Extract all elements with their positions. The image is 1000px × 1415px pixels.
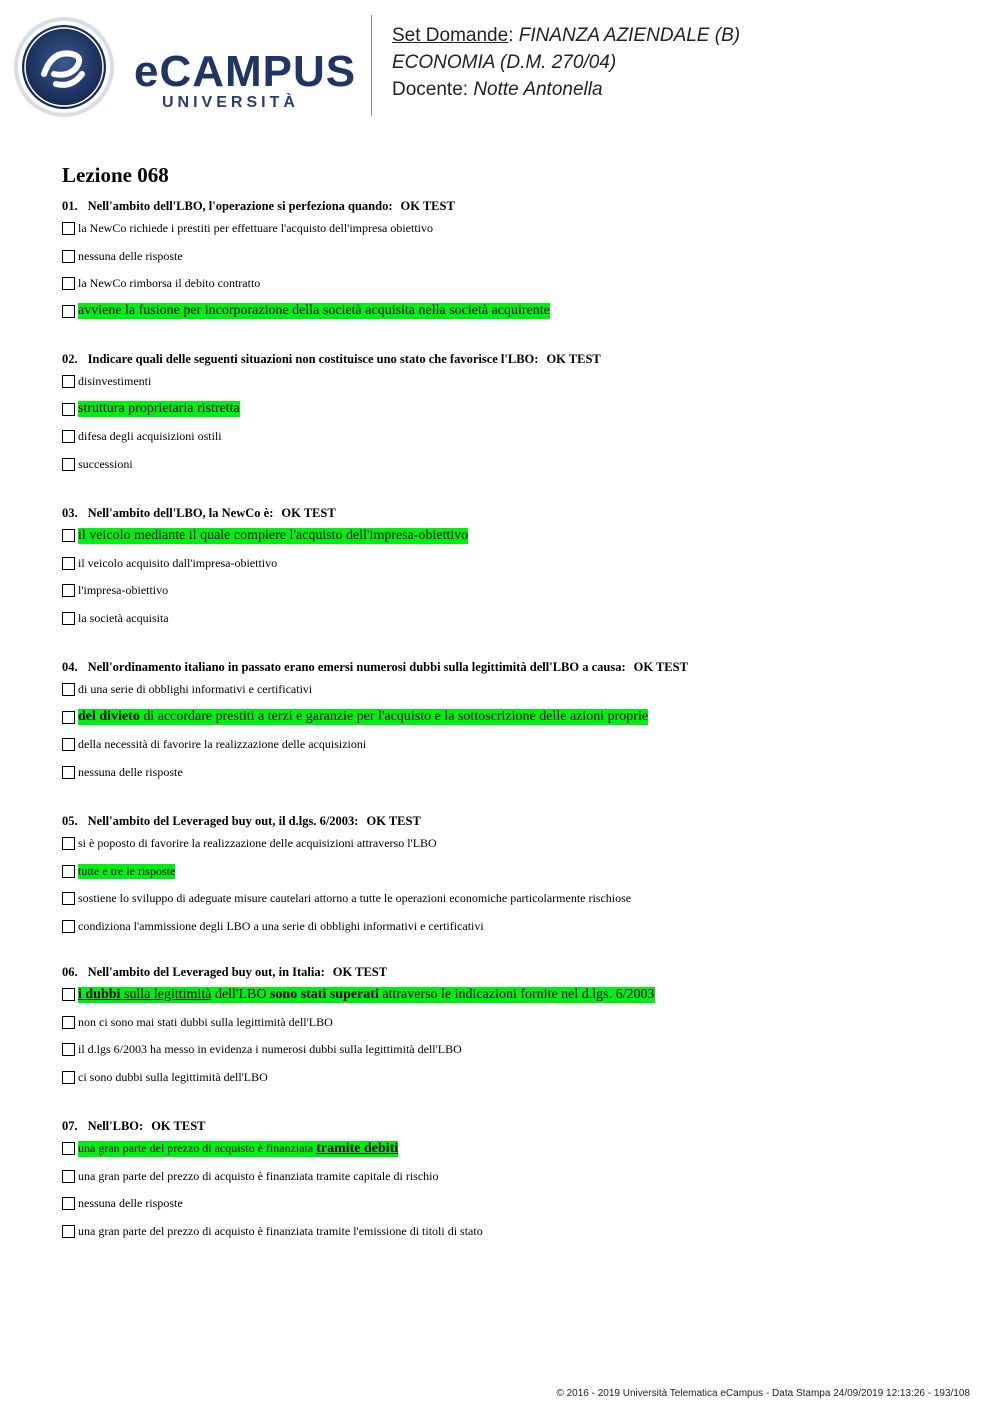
answer-text-bold-underline: tramite debiti xyxy=(316,1140,399,1156)
answer-checkbox[interactable] xyxy=(62,612,75,625)
answer-option xyxy=(62,731,962,759)
question-title xyxy=(62,504,962,522)
answer-text: la NewCo richiede i prestiti per effettuare l'acquisto dell'impresa obiettivo xyxy=(78,221,433,236)
answer-checkbox[interactable] xyxy=(62,458,75,471)
teacher-label: Docente: xyxy=(392,79,469,100)
answer-checkbox[interactable] xyxy=(62,1043,75,1056)
answer-text: nessuna delle risposte xyxy=(78,1196,183,1211)
answer-text-correct: tutte e tre le risposte xyxy=(78,863,176,878)
question-text: Nell'ambito dell'LBO, l'operazione si perfeziona quando: xyxy=(87,199,393,213)
answer-option xyxy=(62,913,962,941)
set-colon: : xyxy=(508,25,514,46)
question-05 xyxy=(62,812,962,940)
answer-option xyxy=(62,1163,962,1191)
question-number: 06. xyxy=(62,965,78,979)
teacher-name: Notte Antonella xyxy=(473,79,603,100)
question-text: Nell'LBO: xyxy=(87,1119,144,1133)
answer-option xyxy=(62,577,962,605)
answer-checkbox[interactable] xyxy=(62,837,75,850)
question-text: Indicare quali delle seguenti situazioni non costituisce uno stato che favorisce l'LBO: xyxy=(87,352,539,366)
answer-checkbox[interactable] xyxy=(62,250,75,263)
question-number: 03. xyxy=(62,506,78,520)
question-number: 01. xyxy=(62,199,78,213)
answer-text: il d.lgs 6/2003 ha messo in evidenza i numerosi dubbi sulla legittimità dell'LBO xyxy=(78,1042,462,1057)
answer-option xyxy=(62,368,962,396)
answer-checkbox[interactable] xyxy=(62,1225,75,1238)
answer-checkbox[interactable] xyxy=(62,865,75,878)
question-02 xyxy=(62,350,962,478)
question-status: OK TEST xyxy=(151,1119,206,1133)
answer-option xyxy=(62,676,962,704)
answer-text-correct: struttura proprietaria ristretta xyxy=(78,401,240,417)
answer-checkbox[interactable] xyxy=(62,1142,75,1155)
answer-text-underline: sulla legittimità xyxy=(120,986,212,1002)
answer-checkbox[interactable] xyxy=(62,403,75,416)
answer-option-correct xyxy=(62,1135,962,1163)
answer-text-correct xyxy=(78,1141,398,1157)
answer-text-correct: avviene la fusione per incorporazione della società acquisita nella società acquirente xyxy=(78,303,550,319)
answer-option xyxy=(62,270,962,298)
lesson-title: Lezione 068 xyxy=(62,163,169,187)
teacher-line xyxy=(392,76,740,103)
answer-option xyxy=(62,1218,962,1246)
answer-text: disinvestimenti xyxy=(78,374,152,389)
question-title xyxy=(62,350,962,368)
ecampus-logo xyxy=(14,16,354,121)
answer-text: successioni xyxy=(78,456,133,471)
answer-option-correct xyxy=(62,522,962,550)
question-status: OK TEST xyxy=(332,965,388,979)
answer-text: ci sono dubbi sulla legittimità dell'LBO xyxy=(78,1069,268,1084)
set-value: FINANZA AZIENDALE (B) xyxy=(518,25,741,46)
answer-option-correct xyxy=(62,298,962,326)
question-text: Nell'ambito del Leveraged buy out, il d.lgs. 6/2003: xyxy=(87,814,359,828)
answer-option-correct xyxy=(62,981,962,1009)
answer-checkbox[interactable] xyxy=(62,430,75,443)
answer-text: nessuna delle risposte xyxy=(78,248,183,263)
answer-option xyxy=(62,1036,962,1064)
question-number: 04. xyxy=(62,660,78,674)
question-01 xyxy=(62,197,962,325)
question-title xyxy=(62,963,962,981)
answer-option xyxy=(62,759,962,787)
answer-option-correct xyxy=(62,858,962,886)
page-footer: © 2016 - 2019 Università Telematica eCampus - Data Stampa 24/09/2019 12:13:26 - 193/108 xyxy=(556,1388,970,1399)
answer-option xyxy=(62,215,962,243)
answer-checkbox[interactable] xyxy=(62,1197,75,1210)
question-status: OK TEST xyxy=(281,506,336,520)
question-status: OK TEST xyxy=(633,660,688,674)
question-status: OK TEST xyxy=(400,199,455,213)
answer-text: l'impresa-obiettivo xyxy=(78,583,169,598)
answer-text: si è poposto di favorire la realizzazione delle acquisizioni attraverso l'LBO xyxy=(78,836,437,851)
answer-option-correct xyxy=(62,396,962,424)
question-07 xyxy=(62,1117,962,1245)
answer-option-correct xyxy=(62,704,962,732)
question-text: Nell'ambito dell'LBO, la NewCo è: xyxy=(87,506,274,520)
answer-text: il veicolo acquisito dall'impresa-obiettivo xyxy=(78,555,278,570)
answer-checkbox[interactable] xyxy=(62,711,75,724)
question-number: 02. xyxy=(62,352,78,366)
answer-checkbox[interactable] xyxy=(62,529,75,542)
answer-option xyxy=(62,1009,962,1037)
question-number: 05. xyxy=(62,814,78,828)
question-status: OK TEST xyxy=(546,352,601,366)
answer-text-correct: il veicolo mediante il quale compiere l'acquisto dell'impresa-obiettivo xyxy=(78,527,469,543)
question-text: Nell'ambito del Leveraged buy out, in Italia: xyxy=(87,965,325,979)
answer-text-rest: attraverso le indicazioni fornite nel d.lgs. 6/2003 xyxy=(378,986,655,1002)
answer-option xyxy=(62,605,962,633)
question-title xyxy=(62,1117,962,1135)
answer-checkbox[interactable] xyxy=(62,222,75,235)
answer-option xyxy=(62,1064,962,1092)
answer-text: sostiene lo sviluppo di adeguate misure cautelari attorno a tutte le operazioni economiche particolarmente rischiose xyxy=(78,891,632,906)
answer-checkbox[interactable] xyxy=(62,766,75,779)
logo-wordmark: eCAMPUS xyxy=(134,47,354,96)
answer-option xyxy=(62,243,962,271)
answer-checkbox[interactable] xyxy=(62,988,75,1001)
answer-text: la NewCo rimborsa il debito contratto xyxy=(78,276,261,291)
logo-subtext: UNIVERSITÀ xyxy=(162,94,299,111)
question-status: OK TEST xyxy=(366,814,421,828)
answer-text-bold-underline: i dubbi xyxy=(78,986,121,1002)
answer-checkbox[interactable] xyxy=(62,738,75,751)
answer-text: una gran parte del prezzo di acquisto è finanziata tramite capitale di rischio xyxy=(78,1168,439,1183)
answer-text-rest: di accordare prestiti a terzi e garanzie per l'acquisto e la sottoscrizione delle azioni proprie xyxy=(139,709,649,725)
answer-checkbox[interactable] xyxy=(62,557,75,570)
question-title xyxy=(62,658,962,676)
answer-text: condiziona l'ammissione degli LBO a una serie di obblighi informativi e certificativi xyxy=(78,918,484,933)
answer-checkbox[interactable] xyxy=(62,305,75,318)
answer-checkbox[interactable] xyxy=(62,1016,75,1029)
course-name: ECONOMIA (D.M. 270/04) xyxy=(392,52,617,73)
answer-option xyxy=(62,451,962,479)
answer-option xyxy=(62,1190,962,1218)
answer-text: non ci sono mai stati dubbi sulla legittimità dell'LBO xyxy=(78,1014,333,1029)
question-title xyxy=(62,197,962,215)
answer-text: la società acquisita xyxy=(78,610,169,625)
question-title xyxy=(62,812,962,830)
header-divider xyxy=(371,15,372,116)
answer-text: difesa degli acquisizioni ostili xyxy=(78,429,222,444)
answer-checkbox[interactable] xyxy=(62,920,75,933)
question-03 xyxy=(62,504,962,632)
answer-text-plain: dell'LBO xyxy=(211,986,270,1002)
answer-checkbox[interactable] xyxy=(62,584,75,597)
set-line xyxy=(392,22,740,49)
answer-option xyxy=(62,830,962,858)
answer-option xyxy=(62,885,962,913)
answer-option xyxy=(62,550,962,578)
answer-text: della necessità di favorire la realizzazione delle acquisizioni xyxy=(78,737,367,752)
answer-checkbox[interactable] xyxy=(62,1071,75,1084)
answer-checkbox[interactable] xyxy=(62,683,75,696)
answer-option xyxy=(62,423,962,451)
header-info xyxy=(392,22,740,103)
set-label: Set Domande xyxy=(392,25,509,46)
answer-text-correct xyxy=(78,987,655,1003)
answer-text-bold: sono stati superati xyxy=(269,986,379,1002)
answer-text-bold: del divieto xyxy=(78,709,140,725)
answer-text: nessuna delle risposte xyxy=(78,764,183,779)
answer-text: una gran parte del prezzo di acquisto è finanziata tramite l'emissione di titoli di stato xyxy=(78,1223,483,1238)
answer-text-plain: una gran parte del prezzo di acquisto è finanziata xyxy=(78,1140,317,1155)
answer-text: di una serie di obblighi informativi e certificativi xyxy=(78,682,313,697)
answer-checkbox[interactable] xyxy=(62,375,75,388)
question-text: Nell'ordinamento italiano in passato erano emersi numerosi dubbi sulla legittimità dell'LBO a causa: xyxy=(87,660,626,674)
answer-checkbox[interactable] xyxy=(62,277,75,290)
answer-checkbox[interactable] xyxy=(62,892,75,905)
question-06 xyxy=(62,963,962,1091)
question-number: 07. xyxy=(62,1119,78,1133)
question-04 xyxy=(62,658,962,786)
answer-text-correct xyxy=(78,709,648,725)
answer-checkbox[interactable] xyxy=(62,1170,75,1183)
